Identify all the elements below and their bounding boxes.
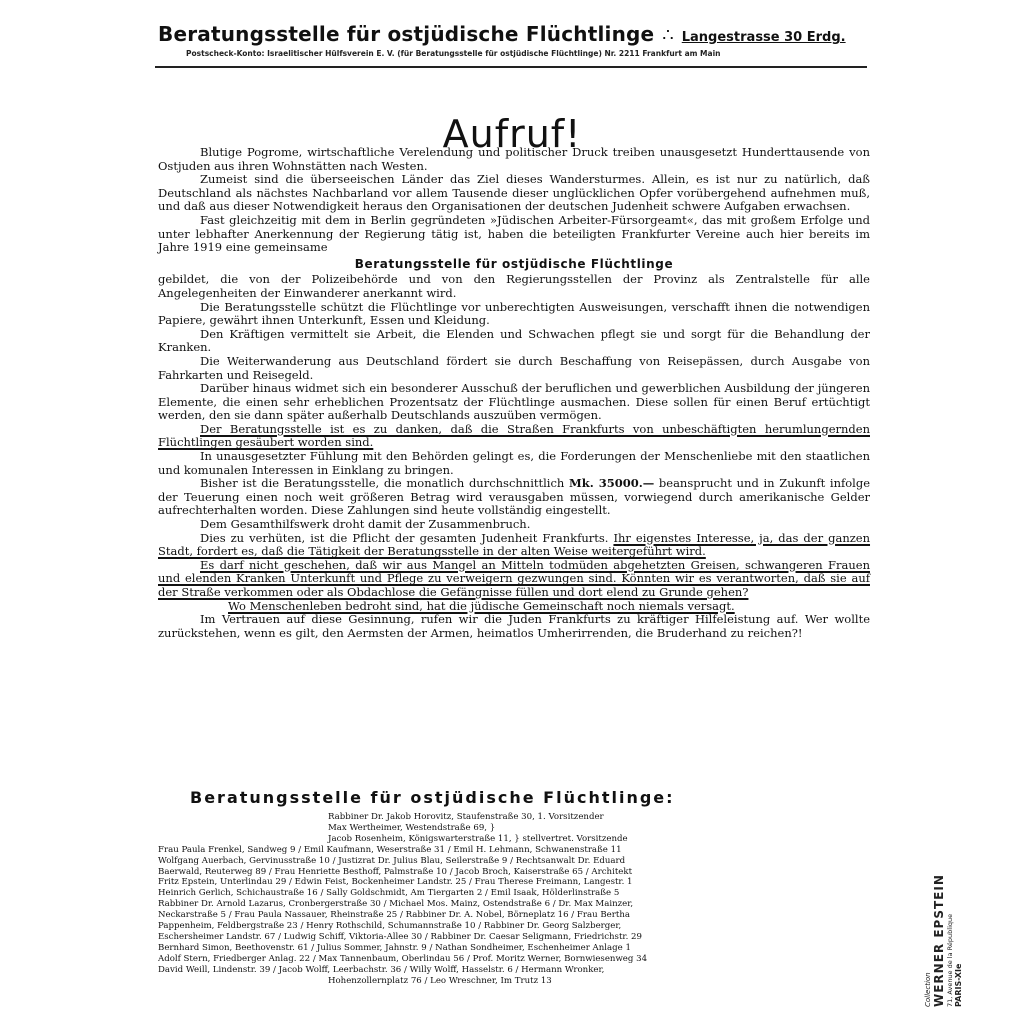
member-row: Neckarstraße 5 / Frau Paula Nassauer, Rheinstraße 25 / Rabbiner Dr. A. Nobel, Börneplatz 16 / Frau Bertha — [158, 910, 630, 921]
paragraph: Die Weiterwanderung aus Deutschland fördert sie durch Beschaffung von Reisepässen, durch Ausgabe von Fahrkarten und Reisegeld. — [158, 353, 870, 382]
text-span: Dies zu verhüten, ist die Pflicht der gesamten Judenheit Frankfurts. — [200, 530, 609, 545]
amount: Mk. 35000.— — [569, 476, 655, 491]
member-row: Baerwald, Reuterweg 89 / Frau Henriette Besthoff, Palmstraße 10 / Jacob Broch, Kaiserstraße 65 / Architekt — [158, 866, 633, 877]
page-title: Aufruf! — [442, 112, 582, 156]
underlined-paragraph: Es darf nicht geschehen, daß wir aus Mangel an Mitteln todmüden abgehetzten Greisen, schwangeren Frauen und elenden Kranken Unterkunft und Pflege zu verweigern gezwungen sind. Könnten wir es verantworten, daß sie auf der Straße verkommen oder als Obdachlose die Gefängnisse füllen und dort elend zu Grunde gehen? — [158, 557, 870, 599]
member-row: Bernhard Simon, Beethovenstr. 61 / Julius Sommer, Jahnstr. 9 / Nathan Sondheimer, Eschenheimer Anlage 1 — [158, 942, 631, 953]
paragraph: Die Beratungsstelle schützt die Flüchtlinge vor unberechtigten Ausweisungen, verschafft ihnen die notwendigen Papiere, gewährt ihnen Unterkunft, Essen und Kleidung. — [158, 299, 870, 328]
underlined-span: Ihr eigenstes Interesse, ja, das der ganzen Stadt, fordert es, daß die Tätigkeit der Beratungsstelle in der alten Weise weitergeführt wird. — [158, 530, 871, 559]
paragraph: In unausgesetzter Fühlung mit den Behörden gelingt es, die Forderungen der Menschenliebe mit den staatlichen und komunalen Interessen in Einklang zu bringen. — [158, 449, 870, 477]
member-row: Wolfgang Auerbach, Gervinusstraße 10 / Justizrat Dr. Julius Blau, Seilerstraße 9 / Rechtsanwalt Dr. Eduard — [158, 855, 626, 866]
postscheck-line: Postscheck-Konto: Israelitischer Hülfsverein E. V. (für Beratungsstelle für ostjüdische Flüchtlinge) Nr. 2211 Frankfurt am Main — [186, 49, 721, 58]
paragraph: Dem Gesamthilfswerk droht damit der Zusammenbruch. — [200, 517, 531, 532]
appeal-body — [158, 146, 870, 640]
underlined-paragraph: Der Beratungsstelle ist es zu danken, daß die Straßen Frankfurts von unbeschäftigten herumlungernden Flüchtlingen gesäubert worden sind. — [158, 421, 870, 450]
member-row: Rabbiner Dr. Jakob Horovitz, Staufenstraße 30, 1. Vorsitzender — [328, 812, 604, 822]
member-row: Max Wertheimer, Westendstraße 69, } — [328, 822, 496, 833]
member-row: David Weill, Lindenstr. 39 / Jacob Wolff, Leerbachstr. 36 / Willy Wolff, Hasselstr. 6 / Hermann Wronker, — [158, 964, 605, 975]
header-rule — [155, 66, 867, 68]
paragraph: Fast gleichzeitig mit dem in Berlin gegründeten »Jüdischen Arbeiter-Fürsorgeamt«, das mit großem Erfolge und unter lebhafter Anerkennung der Regierung tätig ist, haben die beteiligten Frankfurter Vereine auch hier bereits im Jahre 1919 eine gemeinsame — [158, 212, 870, 255]
stamp-line: WERNER EPSTEIN — [932, 874, 946, 1007]
paragraph: gebildet, die von der Polizeibehörde und von den Regierungsstellen der Provinz als Zentralstelle für alle Angelegenheiten der Einwanderer anerkannt wird. — [158, 272, 870, 300]
text-span: beansprucht und in Zukunft infolge der Teuerung einen noch weit größeren Betrag wird verausgaben müssen, vorwiegend durch amerikanische Gelder aufrechterhalten worden. Diese Zahlungen sind heute vollständig eingestellt. — [158, 476, 871, 518]
member-row: Fritz Epstein, Unterlindau 29 / Edwin Feist, Bockenheimer Landstr. 25 / Frau Therese Freimann, Langestr. 1 — [158, 877, 633, 888]
paragraph: Zumeist sind die überseeischen Länder das Ziel dieses Wandersturmes. Allein, es ist nur zu natürlich, daß Deutschland als nächstes Nachbarland vor allem Tausende dieser unglücklichen Opfer vorübergehend aufnehmen muß, und daß aus dieser Notwendigkeit heraus den Organisationen der deutschen Judenheit schwere Aufgaben erwachsen. — [158, 172, 870, 214]
member-list — [158, 812, 870, 987]
stamp-line: PARIS-XIe — [954, 963, 963, 1007]
section-heading: Beratungsstelle für ostjüdische Flüchtlinge — [354, 256, 674, 271]
letterhead — [158, 22, 878, 58]
member-row: Rabbiner Dr. Arnold Lazarus, Cronbergerstraße 30 / Michael Mos. Mainz, Ostendstraße 6 / Dr. Max Mainzer, — [158, 899, 634, 910]
paragraph: Den Kräftigen vermittelt sie Arbeit, die Elenden und Schwachen pflegt sie und sorgt für die Behandlung der Kranken. — [158, 326, 870, 355]
member-row: Adolf Stern, Friedberger Anlag. 22 / Max Tannenbaum, Oberlindau 56 / Prof. Moritz Werner, Bornwiesenweg 34 — [158, 953, 648, 964]
footer-heading: Beratungsstelle für ostjüdische Flüchtlinge: — [190, 788, 675, 807]
stamp-line: 71, Avenue de la République — [946, 913, 954, 1007]
paragraph — [158, 477, 870, 518]
stamp-text — [924, 832, 963, 1007]
member-row: Frau Paula Frenkel, Sandweg 9 / Emil Kaufmann, Weserstraße 31 / Emil H. Lehmann, Schwanenstraße 11 — [158, 844, 622, 855]
underlined-paragraph: Wo Menschenleben bedroht sind, hat die jüdische Gemeinschaft noch niemals versagt. — [228, 598, 735, 613]
paragraph: Im Vertrauen auf diese Gesinnung, rufen wir die Juden Frankfurts zu kräftiger Hilfeleistung auf. Wer wollte zurückstehen, wenn es gilt, den Aermsten der Armen, heimatlos Umherirrenden, die Bruderhand zu reichen?! — [158, 612, 870, 640]
member-row: Jacob Rosenheim, Königswarterstraße 11, } stellvertret. Vorsitzende — [328, 833, 628, 844]
member-row: Eschersheimer Landstr. 67 / Ludwig Schiff, Viktoria-Allee 30 / Rabbiner Dr. Caesar Seligmann, Friedrichstr. 29 — [158, 931, 642, 942]
org-address: Langestrasse 30 Erdg. — [681, 30, 846, 45]
paragraph: Darüber hinaus widmet sich ein besonderer Ausschuß der beruflichen und gewerblichen Ausbildung der jüngeren Elemente, die einen sehr erheblichen Prozentsatz der Flüchtlinge ausmachen. Diese sollen für einen Beruf ertüchtigt werden, den sie dann später außerhalb Deutschlands auszuüben vermögen. — [158, 381, 870, 423]
member-row: Pappenheim, Feldbergstraße 23 / Henry Rothschild, Schumannstraße 10 / Rabbiner Dr. Georg Salzberger, — [158, 921, 622, 932]
text-span: Bisher ist die Beratungsstelle, die monatlich durchschnittlich — [200, 476, 565, 491]
stamp-line: Collection — [924, 972, 932, 1007]
paragraph: Blutige Pogrome, wirtschaftliche Verelendung und politischer Druck treiben unausgesetzt Hunderttausende von Ostjuden aus ihren Wohnstätten nach Westen. — [158, 145, 870, 173]
collection-stamp — [868, 832, 963, 1012]
dots-glyph: ∴ — [662, 25, 674, 46]
paragraph — [158, 532, 870, 559]
member-row: Hohenzollernplatz 76 / Leo Wreschner, Im Trutz 13 — [328, 975, 552, 986]
org-name: Beratungsstelle für ostjüdische Flüchtlinge — [158, 22, 655, 46]
member-row: Heinrich Gerlich, Schichaustraße 16 / Sally Goldschmidt, Am Tiergarten 2 / Emil Isaak, Hölderlinstraße 5 — [158, 888, 620, 899]
